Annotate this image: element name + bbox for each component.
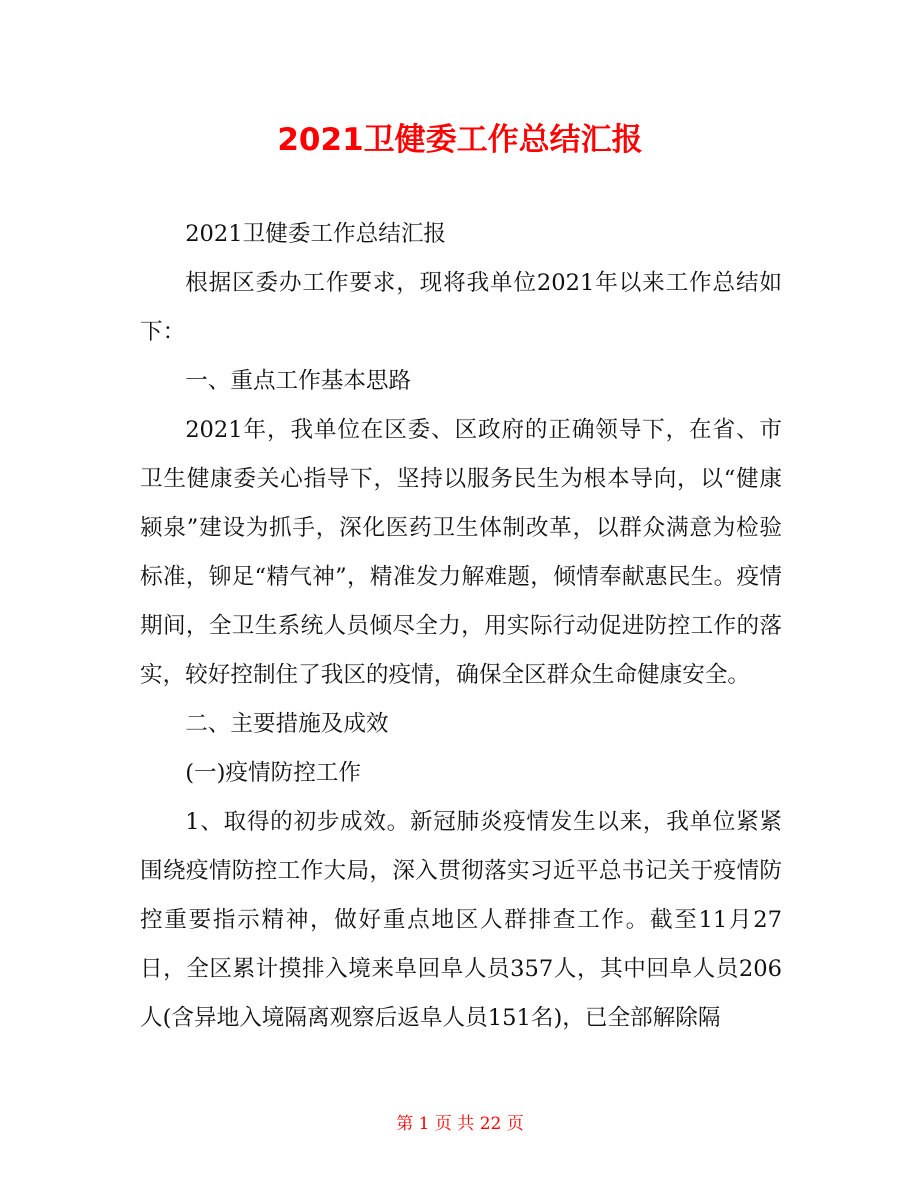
paragraph-section-one-body: 2021年，我单位在区委、区政府的正确领导下，在省、市卫生健康委关心指导下，坚持以服务民生为根本导向，以“健康颍泉”建设为抓手，深化医药卫生体制改革，以群众满意为检验标准，铆足“精气神”，精准发力解难题，倾情奉献惠民生。疫情期间，全卫生系统人员倾尽全力，用实际行动促进防控工作的落实，较好控制住了我区的疫情，确保全区群众生命健康安全。 [140, 417, 782, 688]
document-title: 2021卫健委工作总结汇报 [277, 122, 643, 158]
paragraph-intro: 根据区委办工作要求，现将我单位2021年以来工作总结如下： [140, 270, 782, 345]
paragraph-subsection-one-body: 1、取得的初步成效。新冠肺炎疫情发生以来，我单位紧紧围绕疫情防控工作大局，深入贯彻落实习近平总书记关于疫情防控重要指示精神，做好重点地区人群排查工作。截至11月27日，全区累计摸排入境来阜回阜人员357人，其中回阜人员206人(含异地入境隔离观察后返阜人员151名)，已全部解除隔 [140, 809, 782, 1031]
heading-section-one: 一、重点工作基本思路 [185, 368, 412, 394]
paragraph-subtitle: 2021卫健委工作总结汇报 [185, 221, 447, 247]
heading-section-two: 二、主要措施及成效 [185, 711, 389, 737]
page-number-footer: 第 1 页 共 22 页 [396, 1114, 524, 1134]
document-body [140, 210, 782, 1043]
heading-subsection-one: (一)疫情防控工作 [185, 760, 361, 786]
